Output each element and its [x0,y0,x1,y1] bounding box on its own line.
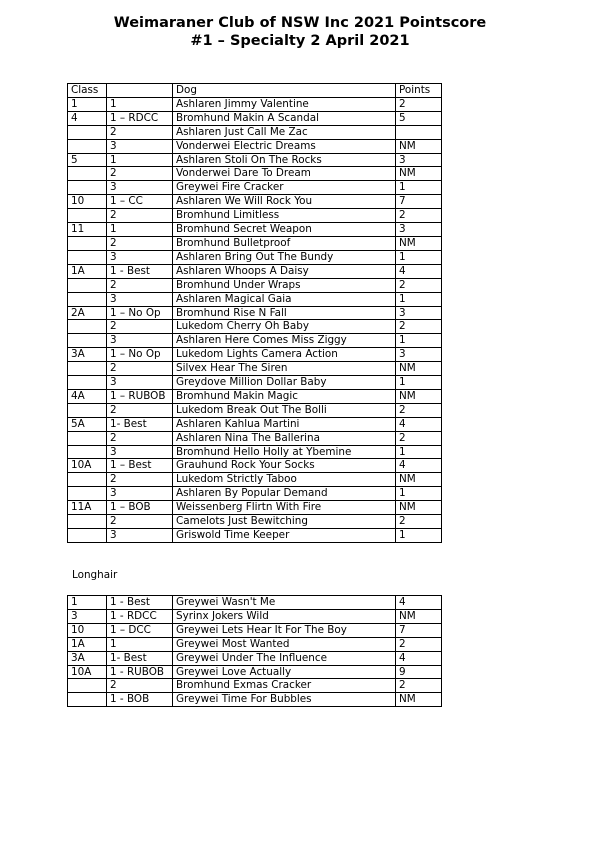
column-header: Dog [173,84,396,98]
placing-cell: 1 [107,97,173,111]
class-cell: 1A [68,264,107,278]
points-cell: 2 [396,320,442,334]
placing-cell: 2 [107,209,173,223]
table-row [68,417,442,431]
header-row [68,84,442,98]
table-row [68,515,442,529]
table-row [68,487,442,501]
placing-cell: 3 [107,292,173,306]
class-cell: 1 [68,596,107,610]
column-header: Class [68,84,107,98]
class-cell [68,431,107,445]
points-cell: 2 [396,679,442,693]
table-row [68,609,442,623]
points-cell: NM [396,167,442,181]
class-cell: 3A [68,348,107,362]
dog-cell: Ashlaren Whoops A Daisy [173,264,396,278]
points-cell: 2 [396,515,442,529]
table-row [68,459,442,473]
table-row [68,403,442,417]
class-cell [68,292,107,306]
dog-cell: Bromhund Bulletproof [173,236,396,250]
class-cell: 4 [68,111,107,125]
placing-cell: 1 – DCC [107,623,173,637]
class-cell: 10A [68,665,107,679]
table-row [68,637,442,651]
dog-cell: Ashlaren We Will Rock You [173,195,396,209]
points-cell: 3 [396,223,442,237]
points-cell: NM [396,609,442,623]
dog-cell: Bromhund Under Wraps [173,278,396,292]
dog-cell: Greywei Under The Influence [173,651,396,665]
placing-cell: 1 - RDCC [107,609,173,623]
class-cell [68,334,107,348]
table-row [68,278,442,292]
placing-cell: 3 [107,529,173,543]
title-line-1: Weimaraner Club of NSW Inc 2021 Pointscore [113,15,487,31]
placing-cell: 1 – BOB [107,501,173,515]
table-row [68,501,442,515]
dog-cell: Lukedom Strictly Taboo [173,473,396,487]
dog-cell: Greywei Fire Cracker [173,181,396,195]
table-row [68,139,442,153]
points-cell: NM [396,236,442,250]
placing-cell: 3 [107,334,173,348]
points-cell: 1 [396,376,442,390]
points-cell: 1 [396,250,442,264]
points-cell: 2 [396,403,442,417]
table-row [68,376,442,390]
table-row [68,125,442,139]
placing-cell: 1 [107,637,173,651]
placing-cell: 2 [107,679,173,693]
class-cell [68,167,107,181]
placing-cell: 2 [107,473,173,487]
class-cell [68,693,107,707]
points-cell: NM [396,473,442,487]
table-row [68,348,442,362]
class-cell: 11 [68,223,107,237]
points-cell: 3 [396,306,442,320]
points-cell: 2 [396,278,442,292]
placing-cell: 1 - BOB [107,693,173,707]
table-row [68,97,442,111]
placing-cell: 1 - RUBOB [107,665,173,679]
class-cell [68,320,107,334]
points-cell: NM [396,501,442,515]
class-cell [68,209,107,223]
dog-cell: Griswold Time Keeper [173,529,396,543]
dog-cell: Lukedom Cherry Oh Baby [173,320,396,334]
dog-cell: Ashlaren By Popular Demand [173,487,396,501]
dog-cell: Vonderwei Dare To Dream [173,167,396,181]
dog-cell: Bromhund Hello Holly at Ybemine [173,445,396,459]
points-cell: 1 [396,334,442,348]
table-row [68,250,442,264]
table-row [68,264,442,278]
dog-cell: Greywei Wasn't Me [173,596,396,610]
points-cell: 4 [396,417,442,431]
placing-cell: 3 [107,445,173,459]
points-cell: 1 [396,487,442,501]
table-row [68,679,442,693]
placing-cell: 1 [107,223,173,237]
points-cell: 2 [396,209,442,223]
points-cell: NM [396,693,442,707]
table-row [68,445,442,459]
points-cell: 5 [396,111,442,125]
class-cell [68,445,107,459]
dog-cell: Grauhund Rock Your Socks [173,459,396,473]
page-title [0,14,600,50]
table-row [68,209,442,223]
table-row [68,195,442,209]
placing-cell: 2 [107,403,173,417]
table-row [68,529,442,543]
class-cell [68,679,107,693]
placing-cell: 1 – RUBOB [107,389,173,403]
class-cell: 1 [68,97,107,111]
table-row [68,665,442,679]
class-cell: 3 [68,609,107,623]
dog-cell: Ashlaren Just Call Me Zac [173,125,396,139]
points-cell: NM [396,139,442,153]
table-row [68,292,442,306]
class-cell [68,515,107,529]
class-cell [68,278,107,292]
table-row [68,473,442,487]
placing-cell: 1 – No Op [107,306,173,320]
dog-cell: Syrinx Jokers Wild [173,609,396,623]
dog-cell: Bromhund Rise N Fall [173,306,396,320]
dog-cell: Bromhund Limitless [173,209,396,223]
class-cell: 10 [68,623,107,637]
points-cell: 1 [396,292,442,306]
class-cell [68,181,107,195]
title-line-2: #1 – Specialty 2 April 2021 [190,33,410,49]
placing-cell: 1 - Best [107,596,173,610]
table-row [68,389,442,403]
table-row [68,181,442,195]
class-cell [68,236,107,250]
placing-cell: 2 [107,431,173,445]
points-cell: 2 [396,637,442,651]
table-row [68,651,442,665]
dog-cell: Camelots Just Bewitching [173,515,396,529]
dog-cell: Bromhund Secret Weapon [173,223,396,237]
class-cell: 10 [68,195,107,209]
table-row [68,596,442,610]
placing-cell: 1- Best [107,651,173,665]
column-header [107,84,173,98]
dog-cell: Greydove Million Dollar Baby [173,376,396,390]
placing-cell: 1 [107,153,173,167]
placing-cell: 2 [107,125,173,139]
points-cell: NM [396,389,442,403]
dog-cell: Greywei Most Wanted [173,637,396,651]
dog-cell: Vonderwei Electric Dreams [173,139,396,153]
class-cell [68,139,107,153]
placing-cell: 1 – No Op [107,348,173,362]
dog-cell: Ashlaren Kahlua Martini [173,417,396,431]
dog-cell: Weissenberg Flirtn With Fire [173,501,396,515]
dog-cell: Bromhund Makin A Scandal [173,111,396,125]
longhair-results-table [67,595,442,707]
table-row [68,623,442,637]
table-row [68,167,442,181]
placing-cell: 2 [107,278,173,292]
dog-cell: Silvex Hear The Siren [173,362,396,376]
points-cell: 4 [396,459,442,473]
table-row [68,236,442,250]
placing-cell: 3 [107,181,173,195]
shorthair-results-table [67,83,442,543]
dog-cell: Ashlaren Bring Out The Bundy [173,250,396,264]
points-cell [396,125,442,139]
points-cell: 3 [396,153,442,167]
placing-cell: 3 [107,487,173,501]
table-row [68,320,442,334]
table-row [68,431,442,445]
class-cell [68,529,107,543]
placing-cell: 2 [107,320,173,334]
points-cell: 7 [396,623,442,637]
placing-cell: 1 – Best [107,459,173,473]
points-cell: 1 [396,529,442,543]
placing-cell: 1- Best [107,417,173,431]
placing-cell: 2 [107,515,173,529]
table-row [68,693,442,707]
table-row [68,334,442,348]
points-cell: 4 [396,264,442,278]
table-row [68,306,442,320]
placing-cell: 2 [107,362,173,376]
class-cell: 1A [68,637,107,651]
class-cell [68,403,107,417]
class-cell: 4A [68,389,107,403]
class-cell: 3A [68,651,107,665]
dog-cell: Greywei Lets Hear It For The Boy [173,623,396,637]
points-cell: 4 [396,651,442,665]
class-cell [68,125,107,139]
dog-cell: Bromhund Exmas Cracker [173,679,396,693]
class-cell: 11A [68,501,107,515]
class-cell: 10A [68,459,107,473]
dog-cell: Ashlaren Magical Gaia [173,292,396,306]
placing-cell: 2 [107,167,173,181]
placing-cell: 1 – RDCC [107,111,173,125]
dog-cell: Ashlaren Nina The Ballerina [173,431,396,445]
dog-cell: Ashlaren Jimmy Valentine [173,97,396,111]
points-cell: 7 [396,195,442,209]
points-cell: NM [396,362,442,376]
table-row [68,223,442,237]
points-cell: 2 [396,97,442,111]
dog-cell: Greywei Love Actually [173,665,396,679]
column-header: Points [396,84,442,98]
longhair-section-label: Longhair [72,569,118,581]
class-cell: 5A [68,417,107,431]
points-cell: 9 [396,665,442,679]
dog-cell: Lukedom Break Out The Bolli [173,403,396,417]
class-cell [68,376,107,390]
dog-cell: Greywei Time For Bubbles [173,693,396,707]
placing-cell: 3 [107,139,173,153]
points-cell: 4 [396,596,442,610]
points-cell: 3 [396,348,442,362]
placing-cell: 3 [107,250,173,264]
points-cell: 2 [396,431,442,445]
dog-cell: Ashlaren Here Comes Miss Ziggy [173,334,396,348]
dog-cell: Bromhund Makin Magic [173,389,396,403]
table-row [68,153,442,167]
class-cell [68,473,107,487]
class-cell [68,362,107,376]
points-cell: 1 [396,445,442,459]
class-cell: 5 [68,153,107,167]
placing-cell: 3 [107,376,173,390]
class-cell [68,250,107,264]
placing-cell: 1 – CC [107,195,173,209]
placing-cell: 2 [107,236,173,250]
placing-cell: 1 - Best [107,264,173,278]
table-row [68,362,442,376]
table-row [68,111,442,125]
dog-cell: Ashlaren Stoli On The Rocks [173,153,396,167]
points-cell: 1 [396,181,442,195]
dog-cell: Lukedom Lights Camera Action [173,348,396,362]
class-cell [68,487,107,501]
class-cell: 2A [68,306,107,320]
